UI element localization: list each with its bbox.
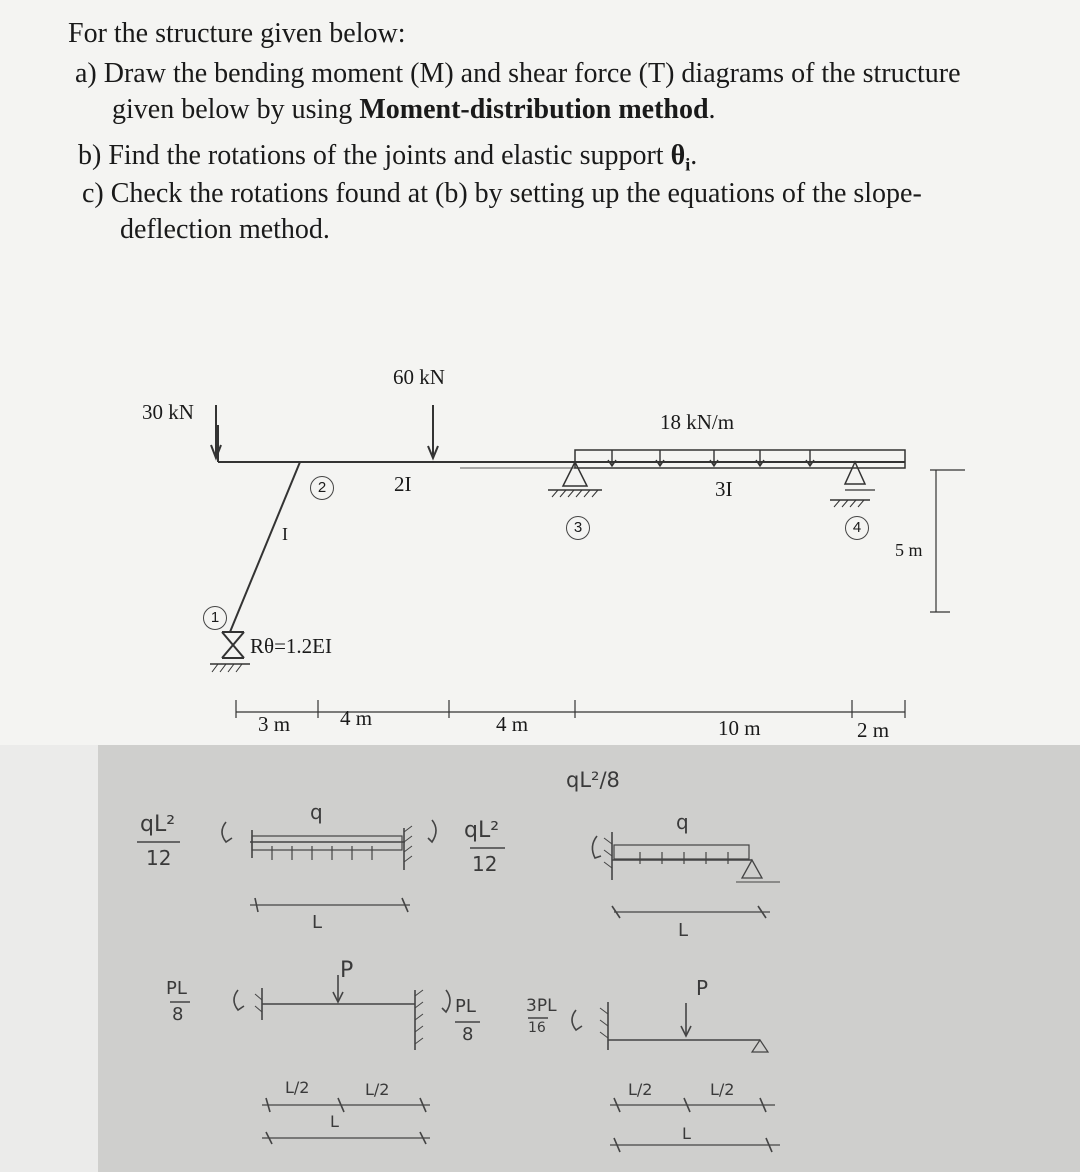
part-a-text: given below by using — [112, 94, 360, 125]
hw-q2: q — [676, 810, 689, 834]
hw-p1-den: 8 — [172, 1004, 184, 1025]
hw-fem3: qL²/8 — [566, 768, 620, 792]
node-4-marker: 4 — [845, 516, 869, 540]
part-b-period: . — [690, 140, 698, 171]
part-a-period: . — [708, 94, 716, 125]
hw-half-b: L/2 — [365, 1080, 390, 1099]
dim-10m: 10 m — [718, 716, 761, 740]
hw-q1: q — [310, 800, 323, 824]
load-distributed-label: 18 kN/m — [660, 410, 735, 434]
hw-p1-num: PL — [166, 978, 187, 999]
hw-p3-num: 3PL — [526, 996, 557, 1016]
node-3-marker: 3 — [566, 516, 590, 540]
member-inclined-inertia: I — [282, 524, 288, 544]
hw-fem1-den: 12 — [146, 846, 172, 870]
member-right-inertia: 3I — [715, 477, 733, 501]
part-b-theta: θ — [670, 140, 686, 171]
dim-4m-a: 4 m — [340, 706, 373, 730]
spring-stiffness-label: Rθ=1.2EI — [250, 634, 332, 658]
taskbar-edge — [0, 1152, 1080, 1172]
hw-p1: P — [340, 958, 354, 983]
dim-2m: 2 m — [857, 718, 890, 742]
dim-3m: 3 m — [258, 712, 291, 736]
part-c-line2: deflection method. — [120, 214, 330, 245]
hw-fem1-num: qL² — [140, 812, 176, 837]
hw-len2: L — [678, 920, 689, 941]
hw-half-a: L/2 — [285, 1078, 310, 1097]
part-a-line1: a) Draw the bending moment (M) and shear force (T) diagrams of the structure — [75, 58, 961, 89]
part-c-line1: c) Check the rotations found at (b) by setting up the equations of the slope- — [82, 178, 922, 209]
hw-fem2-den: 12 — [472, 852, 498, 876]
part-b-text: b) Find the rotations of the joints and elastic support — [78, 140, 671, 171]
node-1-marker: 1 — [203, 606, 227, 630]
member-2-marker: 2 — [310, 476, 334, 500]
load-30kn-label: 30 kN — [142, 400, 194, 424]
hw-len4: L — [682, 1124, 691, 1143]
problem-intro: For the structure given below: — [68, 18, 406, 49]
part-a-method: Moment-distribution method — [359, 94, 709, 125]
hw-fem2-num: qL² — [464, 818, 500, 843]
hw-len3: L — [330, 1112, 339, 1131]
hw-half-d: L/2 — [710, 1080, 735, 1099]
hw-half-c: L/2 — [628, 1080, 653, 1099]
height-dimension-label: 5 m — [895, 540, 923, 560]
hw-p4: P — [696, 976, 709, 1000]
hw-p2-num: PL — [455, 996, 476, 1017]
dim-4m-b: 4 m — [496, 712, 529, 736]
part-b-sub: i — [685, 154, 691, 175]
inclined-member — [230, 462, 300, 632]
hw-p2-den: 8 — [462, 1024, 474, 1045]
hw-p3-den: 16 — [528, 1020, 546, 1036]
load-60kn-label: 60 kN — [393, 365, 445, 389]
hw-len1: L — [312, 912, 323, 933]
member-beam-inertia: 2I — [394, 472, 412, 496]
